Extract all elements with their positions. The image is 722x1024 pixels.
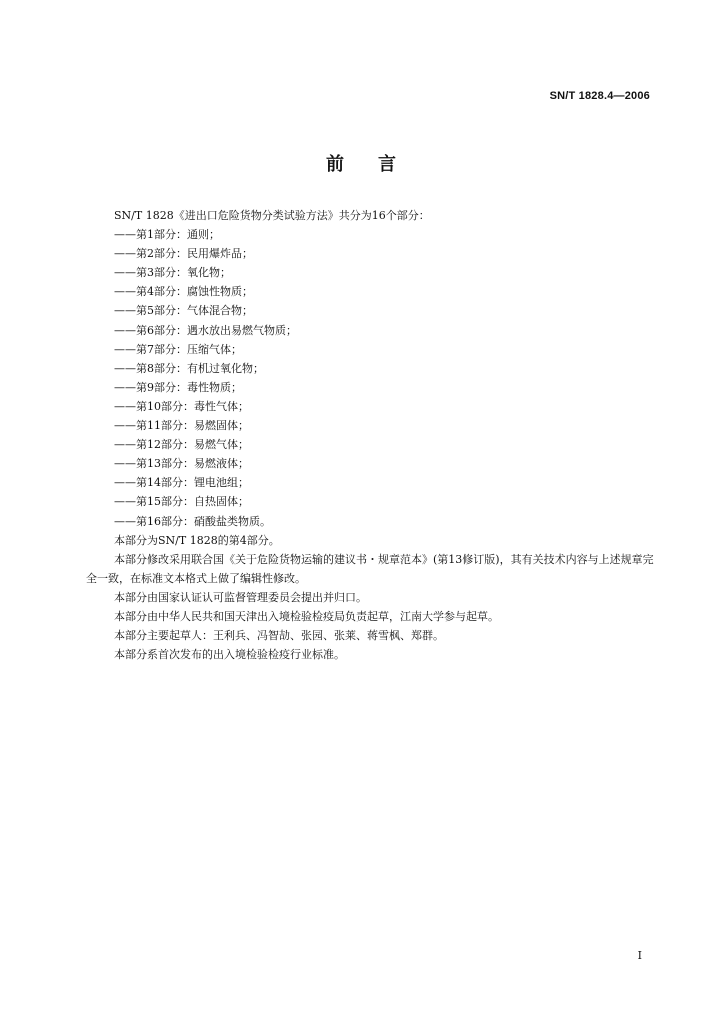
list-item: ——第13部分：易燃液体； <box>114 457 249 471</box>
list-item: ——第7部分：压缩气体； <box>114 342 242 356</box>
document-body <box>86 206 664 664</box>
release-statement: 本部分系首次发布的出入境检验检疫行业标准。 <box>114 648 345 662</box>
list-item: ——第11部分：易燃固体； <box>114 419 249 433</box>
drafters-statement: 本部分主要起草人：王利兵、冯智劼、张园、张莱、蒋雪枫、郑群。 <box>114 629 444 643</box>
list-item: ——第14部分：锂电池组； <box>114 476 249 490</box>
list-item: ——第10部分：毒性气体； <box>114 399 249 413</box>
list-item: ——第4部分：腐蚀性物质； <box>114 285 253 299</box>
drafting-organization-statement: 本部分由中华人民共和国天津出入境检验检疫局负责起草，江南大学参与起草。 <box>114 609 499 623</box>
list-item: ——第5部分：气体混合物； <box>114 304 253 318</box>
page-title: 前言 <box>326 154 430 175</box>
part-statement: 本部分为SN/T 1828的第4部分。 <box>114 533 280 547</box>
list-item: ——第8部分：有机过氧化物； <box>114 361 264 375</box>
adoption-statement: 本部分修改采用联合国《关于危险货物运输的建议书・规章范本》(第13修订版)，其有关技术内容与上述规章完全一致，在标准文本格式上做了编辑性修改。 <box>86 552 654 585</box>
list-item: ——第2部分：民用爆炸品； <box>114 247 253 261</box>
list-item: ——第15部分：自热固体； <box>114 495 249 509</box>
standard-code: SN/T 1828.4—2006 <box>549 90 650 102</box>
parts-list <box>92 225 664 531</box>
list-item: ——第6部分：遇水放出易燃气物质； <box>114 323 297 337</box>
intro-paragraph: SN/T 1828《进出口危险货物分类试验方法》共分为16个部分： <box>114 209 430 222</box>
proposer-statement: 本部分由国家认证认可监督管理委员会提出并归口。 <box>114 590 367 604</box>
list-item: ——第1部分：通则； <box>114 228 220 242</box>
list-item: ——第12部分：易燃气体； <box>114 438 249 452</box>
list-item: ——第16部分：硝酸盐类物质。 <box>114 514 271 528</box>
page-number: I <box>637 949 642 962</box>
list-item: ——第9部分：毒性物质； <box>114 380 242 394</box>
list-item: ——第3部分：氧化物； <box>114 266 231 280</box>
